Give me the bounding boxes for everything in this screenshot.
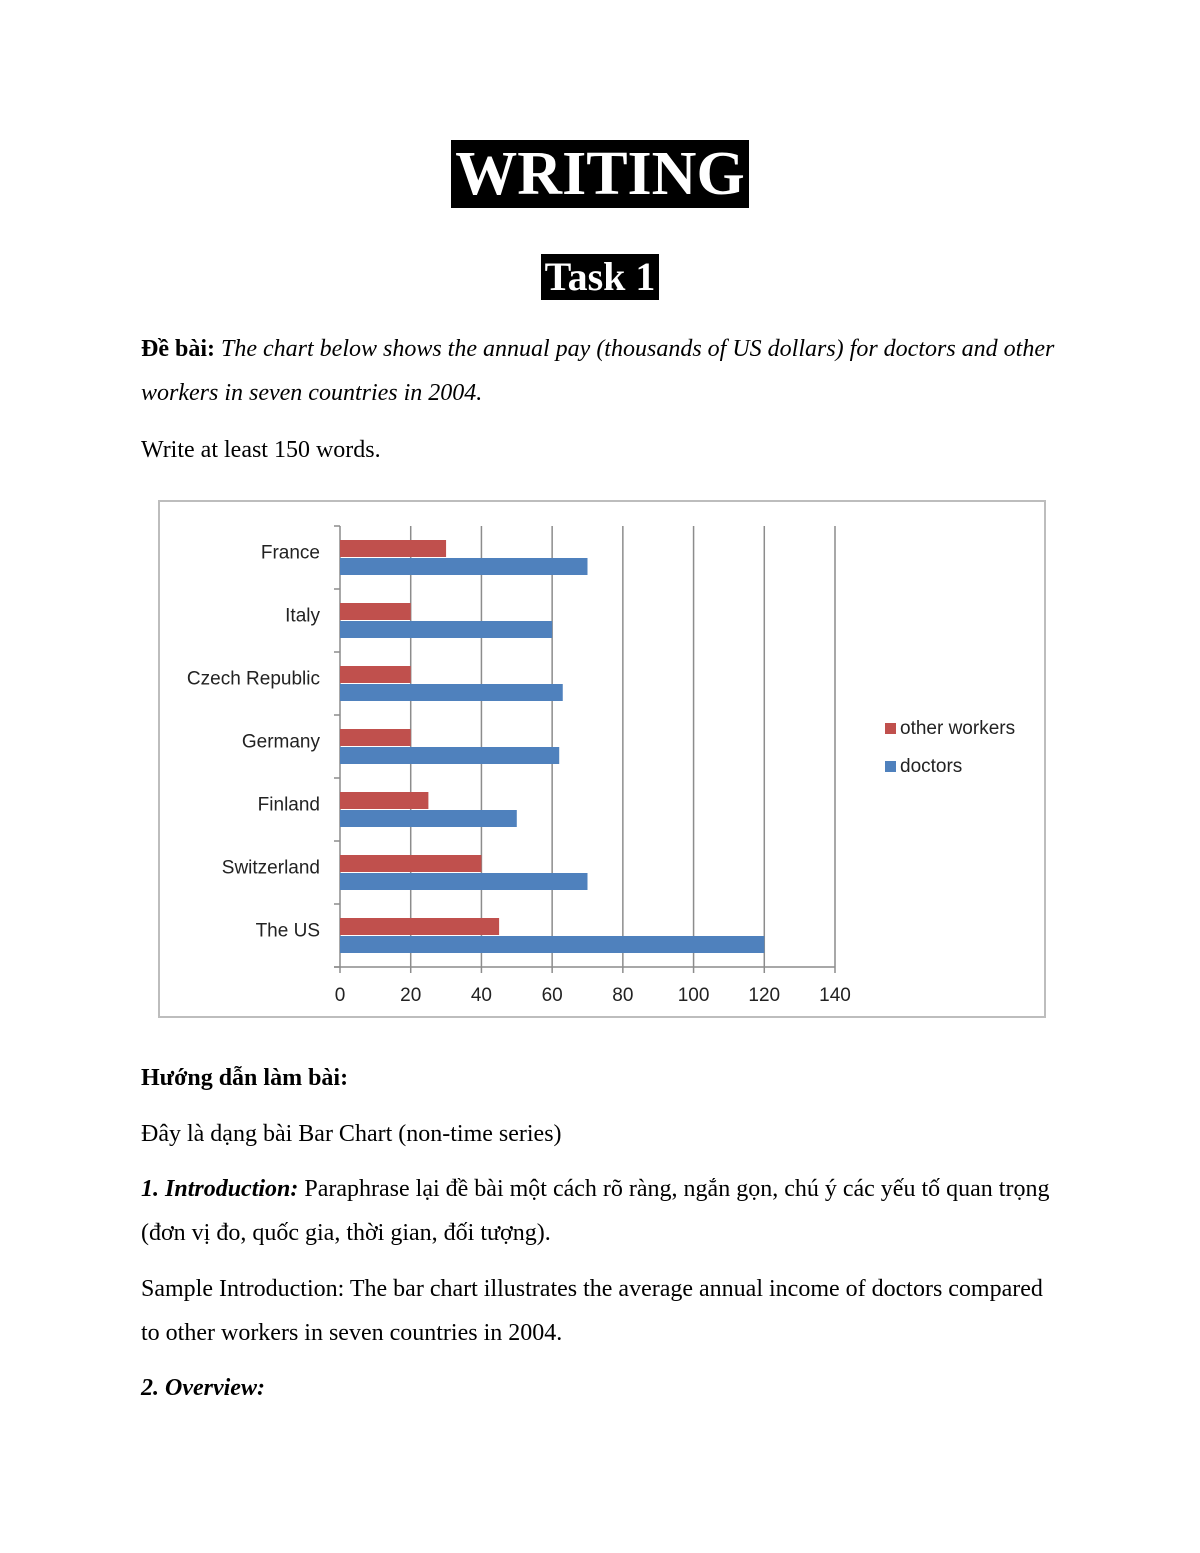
legend-swatch	[885, 761, 896, 772]
bar-other-workers	[340, 540, 446, 557]
bar-doctors	[340, 873, 588, 890]
bar-chart-svg	[160, 502, 1046, 1018]
bar-doctors	[340, 810, 517, 827]
intro-guidance	[141, 1167, 1061, 1255]
intro-text: Paraphrase lại đề bài một cách rõ ràng, ngắn gọn, chú ý các yếu tố quan trọng (đơn vị đo, quốc gia, thời gian, đối tượng).	[141, 1176, 1050, 1246]
bar-doctors	[340, 621, 552, 638]
intro-label: 1. Introduction:	[141, 1176, 299, 1202]
x-tick-label: 0	[334, 985, 346, 1006]
task-subtitle-text: Task 1	[541, 254, 660, 300]
prompt-text: The chart below shows the annual pay (thousands of US dollars) for doctors and other workers in seven countries in 2004.	[141, 336, 1055, 406]
prompt-label: Đề bài:	[141, 336, 215, 362]
task-subtitle	[0, 254, 1200, 300]
task-prompt	[141, 327, 1061, 415]
bar-other-workers	[340, 666, 411, 683]
category-label: Germany	[241, 731, 320, 753]
bar-doctors	[340, 558, 588, 575]
word-requirement: Write at least 150 words.	[141, 437, 381, 463]
page-title	[0, 140, 1200, 208]
guide-heading: Hướng dẫn làm bài:	[141, 1065, 349, 1091]
x-tick-label: 100	[677, 985, 710, 1006]
bar-doctors	[340, 747, 559, 764]
x-tick-label: 120	[748, 985, 781, 1006]
overview-label: 2. Overview:	[141, 1375, 265, 1401]
sample-introduction: Sample Introduction: The bar chart illustrates the average annual income of doctors compared to other workers in seven countries in 2004.	[141, 1276, 1043, 1346]
legend-swatch	[885, 723, 896, 734]
category-label: Czech Republic	[186, 668, 320, 690]
bar-other-workers	[340, 792, 428, 809]
category-label: Italy	[285, 605, 320, 627]
category-label: The US	[255, 920, 320, 942]
bar-other-workers	[340, 729, 411, 746]
category-label: France	[260, 542, 320, 564]
bar-doctors	[340, 936, 764, 953]
guide-type-line: Đây là dạng bài Bar Chart (non-time series)	[141, 1121, 562, 1147]
x-tick-label: 60	[541, 985, 563, 1006]
category-label: Switzerland	[221, 857, 320, 879]
legend-label: other workers	[900, 718, 1016, 739]
page-title-text: WRITING	[451, 140, 748, 208]
bar-other-workers	[340, 855, 481, 872]
bar-other-workers	[340, 918, 499, 935]
x-tick-label: 40	[470, 985, 492, 1006]
category-label: Finland	[257, 794, 320, 816]
x-tick-label: 20	[400, 985, 422, 1006]
legend-label: doctors	[900, 756, 963, 777]
x-tick-label: 80	[612, 985, 634, 1006]
bar-chart	[158, 500, 1046, 1018]
bar-other-workers	[340, 603, 411, 620]
bar-doctors	[340, 684, 563, 701]
x-tick-label: 140	[819, 985, 851, 1006]
